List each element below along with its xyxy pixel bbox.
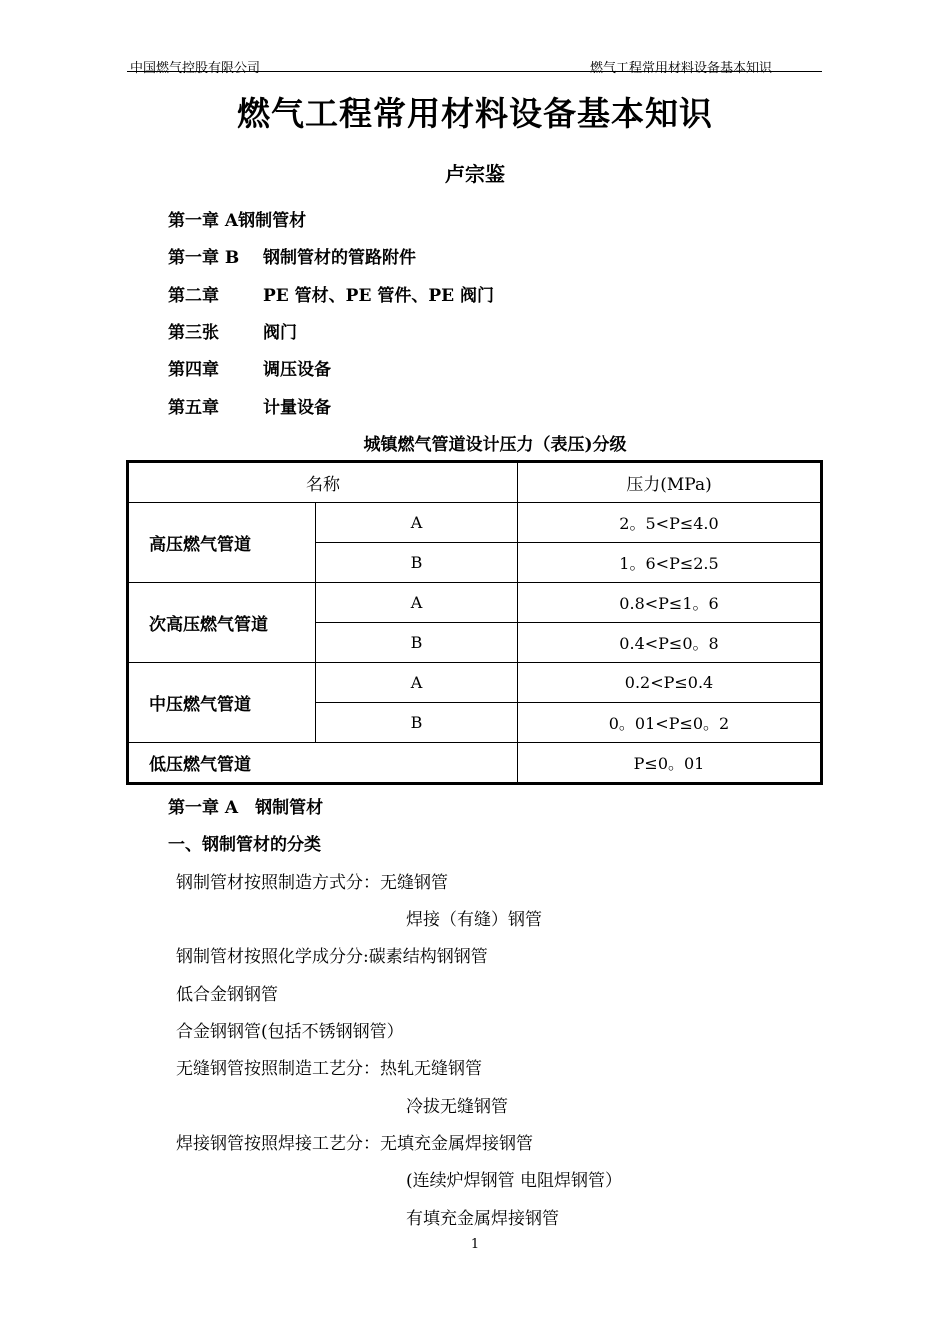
- sub-heading: 一、钢制管材的分类: [168, 835, 321, 855]
- body-line: 冷拔无缝钢管: [406, 1097, 508, 1117]
- header-doc-title: 燃气工程常用材料设备基本知识: [590, 61, 773, 76]
- toc-item: [168, 318, 297, 343]
- page-title: 燃气工程常用材料设备基本知识: [237, 94, 713, 133]
- table-row: [128, 503, 822, 543]
- body-line: 钢制管材按照化学成分分:碳素结构钢钢管: [176, 947, 488, 967]
- toc-chapter: 第四章: [168, 360, 219, 380]
- author: 卢宗鉴: [445, 162, 505, 186]
- toc-item: [168, 355, 331, 380]
- toc-topic: 调压设备: [263, 360, 331, 380]
- body-line: 合金钢钢管(包括不锈钢钢管）: [176, 1022, 404, 1042]
- chapter-heading: 第一章 A 钢制管材: [168, 798, 324, 818]
- body-line: (连续炉焊钢管 电阻焊钢管）: [406, 1171, 623, 1191]
- body-line: 有填充金属焊接钢管: [406, 1209, 559, 1229]
- toc-topic: 钢制管材: [238, 211, 307, 231]
- header-company: 中国燃气控股有限公司: [130, 61, 261, 76]
- header-pressure: 压力(MPa): [518, 462, 822, 503]
- table-caption: 城镇燃气管道设计压力（表压)分级: [363, 435, 627, 455]
- pressure-cell: 1。6<P≤2.5: [518, 543, 822, 583]
- pressure-cell: 0.2<P≤0.4: [518, 663, 822, 703]
- pressure-table: [126, 460, 823, 785]
- grade-cell: B: [316, 543, 518, 583]
- header-rule: [127, 71, 822, 72]
- toc-topic: 阀门: [263, 323, 297, 343]
- body-line: 焊接（有缝）钢管: [406, 910, 542, 930]
- pipeline-class: 次高压燃气管道: [128, 583, 316, 663]
- toc-chapter: 第三张: [168, 323, 219, 343]
- pressure-cell: 0。01<P≤0。2: [518, 703, 822, 743]
- body-line: 低合金钢钢管: [176, 985, 278, 1005]
- toc-topic: 计量设备: [263, 398, 331, 418]
- table-row: [128, 663, 822, 703]
- pressure-cell: 0.4<P≤0。8: [518, 623, 822, 663]
- toc-item: [168, 206, 306, 231]
- pipeline-class: 低压燃气管道: [128, 743, 518, 784]
- toc-topic: 钢制管材的管路附件: [263, 248, 416, 268]
- grade-cell: B: [316, 703, 518, 743]
- pressure-cell: 2。5<P≤4.0: [518, 503, 822, 543]
- body-line: 钢制管材按照制造方式分：无缝钢管: [176, 873, 448, 893]
- body-line: 焊接钢管按照焊接工艺分：无填充金属焊接钢管: [176, 1134, 533, 1154]
- toc-chapter: 第五章: [168, 398, 219, 418]
- toc-topic: PE 管材、PE 管件、PE 阀门: [263, 286, 494, 306]
- grade-cell: A: [316, 663, 518, 703]
- pipeline-class: 中压燃气管道: [128, 663, 316, 743]
- toc-chapter: 第一章 A: [168, 211, 239, 231]
- pressure-cell: P≤0。01: [518, 743, 822, 784]
- table-row: [128, 583, 822, 623]
- header-name: 名称: [128, 462, 518, 503]
- toc-chapter: 第二章: [168, 286, 219, 306]
- grade-cell: B: [316, 623, 518, 663]
- toc-item: [168, 281, 494, 306]
- table-header-row: [128, 462, 822, 503]
- grade-cell: A: [316, 583, 518, 623]
- body-line: 无缝钢管按照制造工艺分：热轧无缝钢管: [176, 1059, 482, 1079]
- toc-item: [168, 393, 331, 418]
- pressure-cell: 0.8<P≤1。6: [518, 583, 822, 623]
- toc-chapter: 第一章 B: [168, 248, 240, 268]
- table-row: [128, 743, 822, 784]
- page-number: 1: [470, 1237, 480, 1252]
- pipeline-class: 高压燃气管道: [128, 503, 316, 583]
- grade-cell: A: [316, 503, 518, 543]
- toc-item: [168, 243, 416, 268]
